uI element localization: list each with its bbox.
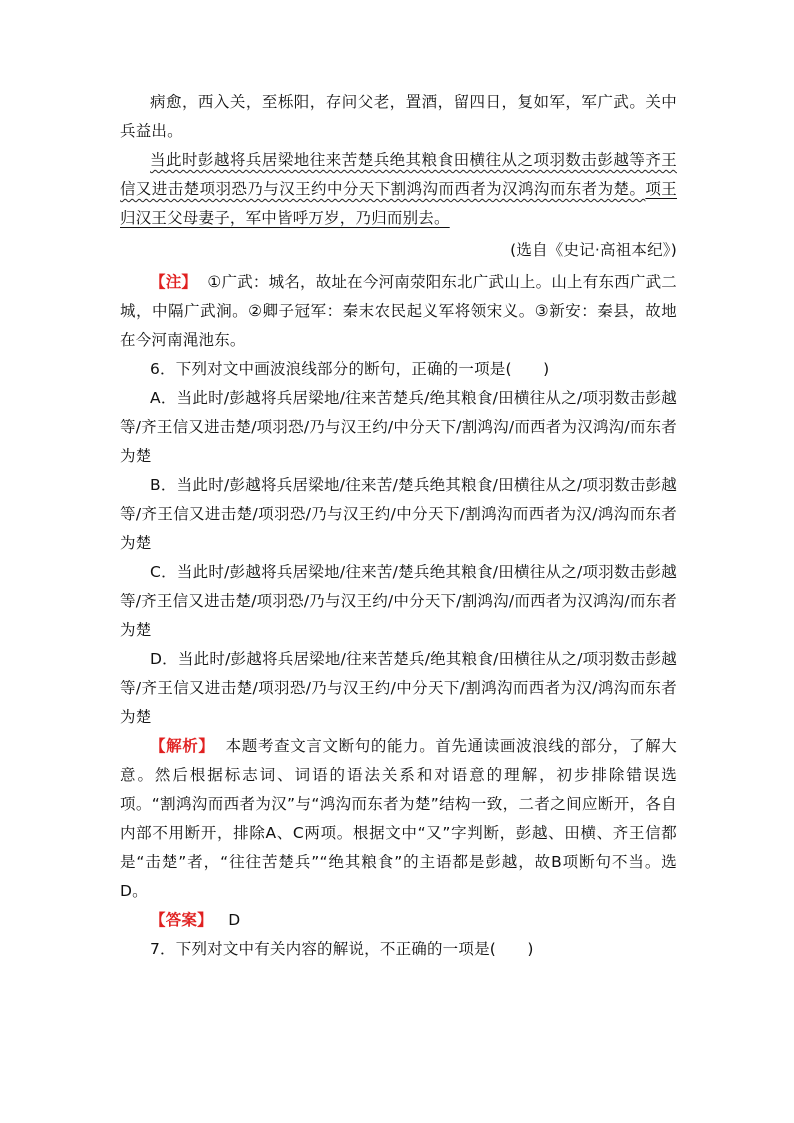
passage-line-1: 病愈，西入关，至栎阳，存问父老，置酒，留四日，复如军，军广武。关中兵益出。 [120, 93, 677, 140]
note-label: 【注】 [150, 273, 198, 291]
question-6-option-a: A．当此时/彭越将兵居梁地/往来苦楚兵/绝其粮食/田横往从之/项羽数击彭越等/齐王信又进击楚/项羽恐/乃与汉王约/中分天下/割鸿沟/而西者为汉鸿沟/而东者为楚 [120, 389, 677, 465]
answer-paragraph [120, 906, 677, 935]
analysis-text: 本题考查文言文断句的能力。首先通读画波浪线的部分，了解大意。然后根据标志词、词语的语法关系和对语意的理解，初步排除错误选项。“割鸿沟而西者为汉”与“鸿沟而东者为楚”结构一致，二者之间应断开，各自内部不用断开，排除A、C两项。根据文中“又”字判断，彭越、田横、齐王信都是“击楚”者，“往往苦楚兵”“绝其粮食”的主语都是彭越，故B项断句不当。选D。 [120, 737, 677, 900]
question-6-option-c: C．当此时/彭越将兵居梁地/往来苦/楚兵绝其粮食/田横往从之/项羽数击彭越等/齐王信又进击楚/项羽恐/乃与汉王约/中分天下/割鸿沟/而西者为汉鸿沟/而东者为楚 [120, 563, 677, 639]
note-text: ①广武：城名，故址在今河南荥阳东北广武山上。山上有东西广武二城，中隔广武涧。②卿子冠军：秦末农民起义军将领宋义。③新安：秦县，故地在今河南渑池东。 [120, 273, 677, 349]
answer-text: D [228, 911, 241, 929]
passage-paragraph-2 [120, 146, 677, 233]
question-6-option-d: D．当此时/彭越将兵居梁地/往来苦楚兵/绝其粮食/田横往从之/项羽数击彭越等/齐王信又进击楚/项羽恐/乃与汉王约/中分天下/割鸿沟而西者为汉/鸿沟而东者为楚 [120, 650, 677, 726]
document-content [120, 88, 677, 964]
analysis-paragraph [120, 732, 677, 906]
answer-label: 【答案】 [150, 911, 213, 929]
analysis-label: 【解析】 [150, 737, 215, 755]
note-paragraph [120, 268, 677, 355]
underlined-text: 项王归汉王父母妻子，军中皆呼万岁，乃归而别去。 [120, 180, 677, 227]
question-6-option-b: B．当此时/彭越将兵居梁地/往来苦/楚兵绝其粮食/田横往从之/项羽数击彭越等/齐王信又进击楚/项羽恐/乃与汉王约/中分天下/割鸿沟而西者为汉/鸿沟而东者为楚 [120, 476, 677, 552]
wavy-underlined-text: 当此时彭越将兵居梁地往来苦楚兵绝其粮食田横往从之项羽数击彭越等齐王信又进击楚项羽恐乃与汉王约中分天下割鸿沟而西者为汉鸿沟而东者为楚。 [120, 151, 677, 198]
question-7-stem: 7．下列对文中有关内容的解说，不正确的一项是( ) [150, 940, 534, 958]
passage-source: (选自《史记·高祖本纪》) [510, 241, 677, 259]
question-6-stem: 6．下列对文中画波浪线部分的断句，正确的一项是( ) [150, 360, 550, 378]
